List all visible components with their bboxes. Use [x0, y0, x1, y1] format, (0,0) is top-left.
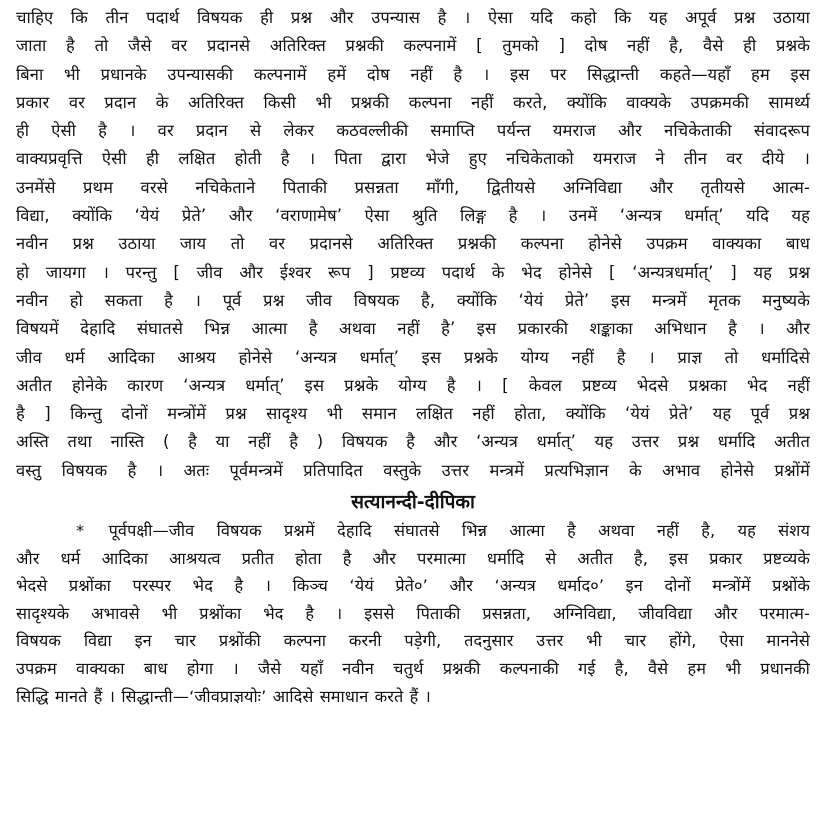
text-line: उनमेंसे प्रथम वरसे नचिकेताने पिताकी प्रसन्नता माँगी, द्वितीयसे अग्निविद्या और तृतीयसे आत्म-: [16, 177, 810, 197]
text-line: जाता है तो जैसे वर प्रदानसे अतिरिक्त प्रश्नकी कल्पनामें [ तुमको ] दोष नहीं है, वैसे ही प्रश्नके: [16, 36, 810, 56]
text-line: अतीत होनेके कारण ‘अन्यत्र धर्मात्’ इस प्रश्नके योग्य है । [ केवल प्रष्टव्य भेदसे प्रश्नका भेद नहीं: [16, 375, 810, 395]
commentary-first-line: [16, 517, 810, 545]
asterisk-marker: *: [76, 521, 85, 541]
text-line: प्रकार वर प्रदान के अतिरिक्त किसी भी प्रश्नकी कल्पना नहीं करते, क्योंकि वाक्यके उपक्रमकी सामर्थ्य: [16, 92, 810, 112]
commentary-line: भेदसे प्रश्नोंका परस्पर भेद है । किञ्च ‘येयं प्रेते०’ और ‘अन्यत्र धर्माद०’ इन दोनों मन्त्रोंमें प्रश्नोंके: [16, 576, 810, 596]
text-line: है ] किन्तु दोनों मन्त्रोंमें प्रश्न सादृश्य भी समान लक्षित नहीं होता, क्योंकि ‘येयं प्रेते’ यह पूर्व प्रश्न: [16, 404, 810, 424]
text-line: वस्तु विषयक है । अतः पूर्वमन्त्रमें प्रतिपादित वस्तुके उत्तर मन्त्रमें प्रत्यभिज्ञान के अभाव होनेसे प्रश्नोंमें: [16, 460, 810, 480]
text-line: नवीन हो सकता है । पूर्व प्रश्न जीव विषयक है, क्योंकि ‘येयं प्रेते’ इस मन्त्रमें मृतक मनुष्यके: [16, 290, 810, 310]
commentary-line: उपक्रम वाक्यका बाध होगा । जैसे यहाँ नवीन चतुर्थ प्रश्नकी कल्पनाकी गई है, वैसे हम भी प्रधानकी: [16, 659, 810, 679]
commentary-line: सिद्धि मानते हैं । सिद्धान्ती—‘जीवप्राज्ञयोः’ आदिसे समाधान करते हैं ।: [16, 686, 431, 706]
text-line: ही ऐसी है । वर प्रदान से लेकर कठवल्लीकी समाप्ति पर्यन्त यमराज और नचिकेताकी संवादरूप: [16, 121, 810, 141]
text-line: विद्या, क्योंकि ‘येयं प्रेते’ और ‘वराणामेष’ ऐसा श्रुति लिङ्ग है । उनमें ‘अन्यत्र धर्मात्’ यदि यह: [16, 206, 810, 226]
text-line: अस्ति तथा नास्ति ( है या नहीं है ) विषयक है और ‘अन्यत्र धर्मात्’ यह उत्तर प्रश्न धर्मादि अतीत: [16, 432, 810, 452]
text-line: बिना भी प्रधानके उपन्यासकी कल्पनामें हमें दोष नहीं है । इस पर सिद्धान्ती कहते—यहाँ हम इस: [16, 64, 810, 84]
text-line: चाहिए कि तीन पदार्थ विषयक ही प्रश्न और उपन्यास है । ऐसा यदि कहो कि यह अपूर्व प्रश्न उठाया: [16, 8, 810, 27]
main-text-block: [16, 4, 810, 485]
text-line: नवीन प्रश्न उठाया जाय तो वर प्रदानसे अतिरिक्त प्रश्नकी कल्पना होनेसे उपक्रम वाक्यका बाध: [16, 234, 810, 254]
commentary-line-text: पूर्वपक्षी—जीव विषयक प्रश्नमें देहादि संघातसे भिन्न आत्मा है अथवा नहीं है, यह संशय: [108, 521, 810, 541]
commentary-heading: सत्यानन्दी-दीपिका: [351, 491, 475, 514]
commentary-line: विषयक विद्या इन चार प्रश्नोंकी कल्पना करनी पड़ेगी, तदनुसार उत्तर भी चार होंगे, ऐसा माननेसे: [16, 631, 810, 651]
text-line: हो जायगा । परन्तु [ जीव और ईश्वर रूप ] प्रष्टव्य पदार्थ के भेद होनेसे [ ‘अन्यत्रधर्मात्’ ] यह प्रश्न: [16, 262, 810, 282]
commentary-line: सादृश्यके अभावसे भी प्रश्नोंका भेद है । इससे पिताकी प्रसन्नता, अग्निविद्या, जीवविद्या और परमात्म-: [16, 603, 810, 623]
commentary-block: [16, 517, 810, 710]
text-line: जीव धर्म आदिका आश्रय होनेसे ‘अन्यत्र धर्मात्’ इस प्रश्नके योग्य नहीं है । प्राज्ञ तो धर्मादिसे: [16, 347, 810, 367]
text-line: विषयमें देहादि संघातसे भिन्न आत्मा है अथवा नहीं है’ इस प्रकारकी शङ्काका अभिधान है । और: [16, 319, 810, 339]
commentary-line: और धर्म आदिका आश्रयत्व प्रतीत होता है और परमात्मा धर्मादि से अतीत है, इस प्रकार प्रष्टव्यके: [16, 548, 810, 568]
text-line: वाक्यप्रवृत्ति ऐसी ही लक्षित होती है । पिता द्वारा भेजे हुए नचिकेताको यमराज ने तीन वर दीये ।: [16, 149, 810, 169]
